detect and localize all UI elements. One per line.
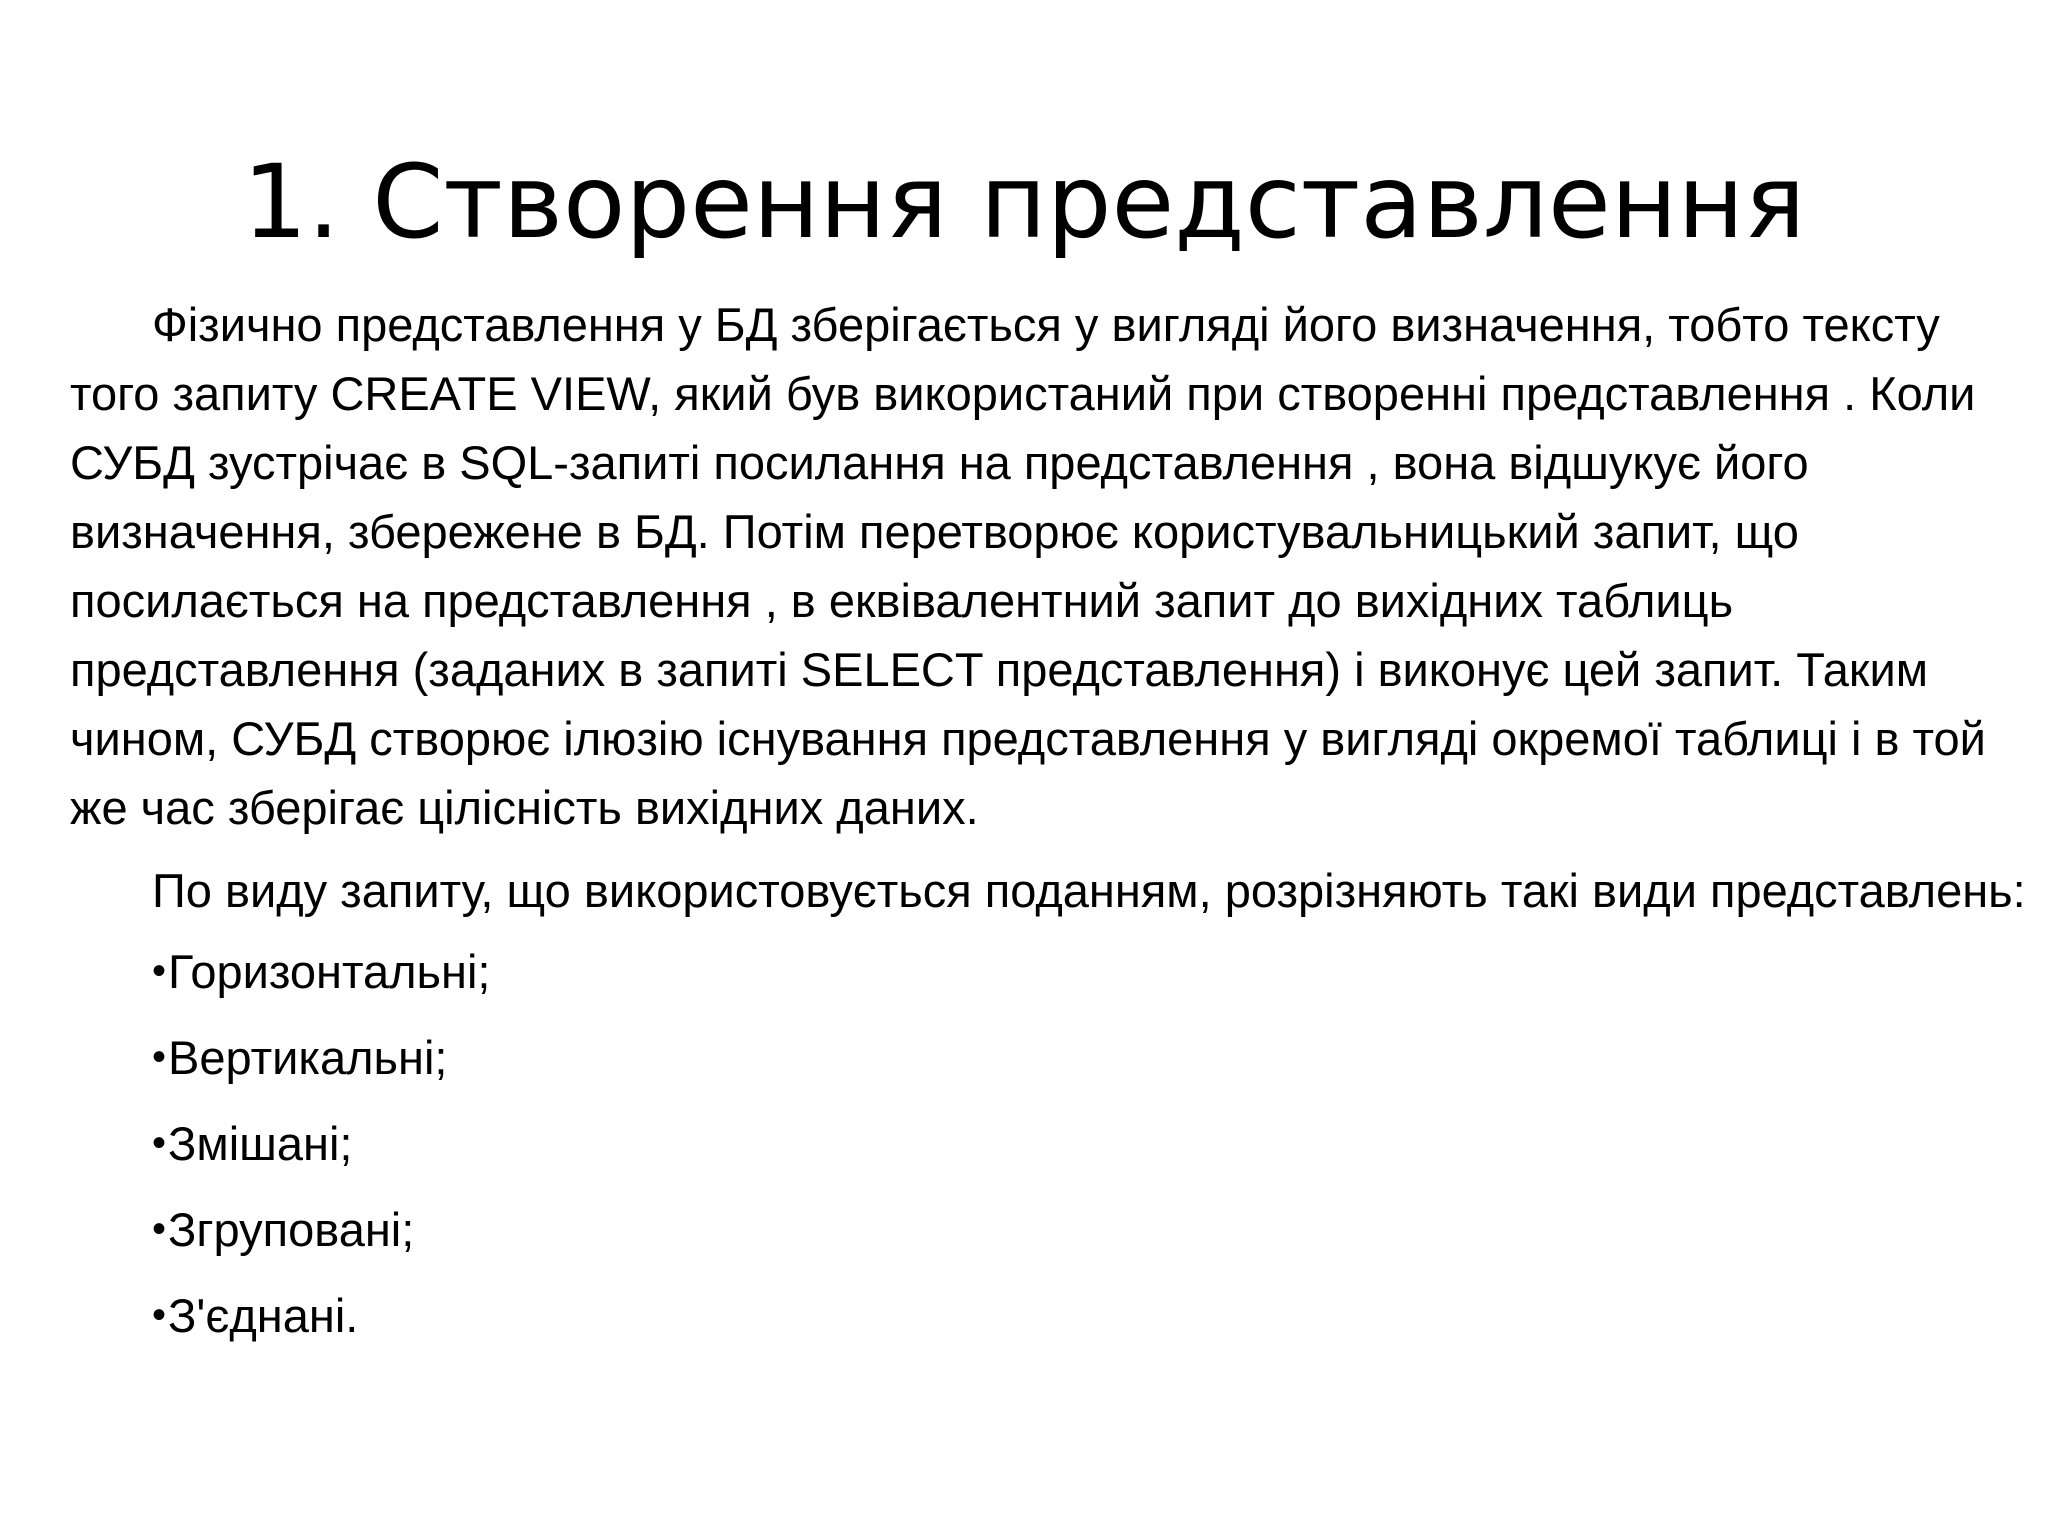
bullet-icon: • <box>152 949 167 993</box>
list-item-label: Згруповані; <box>168 1203 415 1256</box>
list-item-joined <box>70 1283 2030 1347</box>
list-item-label: Змішані; <box>168 1117 353 1170</box>
view-types-list <box>70 939 2030 1347</box>
list-item-mixed <box>70 1111 2030 1175</box>
bullet-icon: • <box>152 1293 167 1337</box>
list-item-grouped <box>70 1197 2030 1261</box>
paragraph-view-types-intro: По виду запиту, що використовується поданням, розрізняють такі види представлень: <box>152 864 2026 917</box>
paragraph-definition: Фізично представлення у БД зберігається у вигляді його визначення, тобто тексту того запиту CREATE VIEW, який був використаний при створенні представлення . Коли СУБД зустрічає в SQL-запиті посилання на представлення , вона відшукує його визначення, збережене в БД. Потім перетворює користувальницький запит, що посилається на представлення , в еквівалентний запит до вихідних таблиць представлення (заданих в запиті SELECT представлення) і виконує цей запит. Таким чином, СУБД створює ілюзію існування представлення у вигляді окремої таблиці і в той же час зберігає цілісність вихідних даних. <box>70 298 1986 834</box>
list-item-label: Вертикальні; <box>168 1031 448 1084</box>
bullet-icon: • <box>152 1207 167 1251</box>
list-item-label: Горизонтальні; <box>168 945 491 998</box>
bullet-icon: • <box>152 1035 167 1079</box>
slide-body <box>70 290 2030 1369</box>
slide-title: 1. Створення представлення <box>242 143 1806 262</box>
list-item-vertical <box>70 1025 2030 1089</box>
bullet-icon: • <box>152 1121 167 1165</box>
list-item-horizontal <box>70 939 2030 1003</box>
list-item-label: З'єднані. <box>168 1289 359 1342</box>
